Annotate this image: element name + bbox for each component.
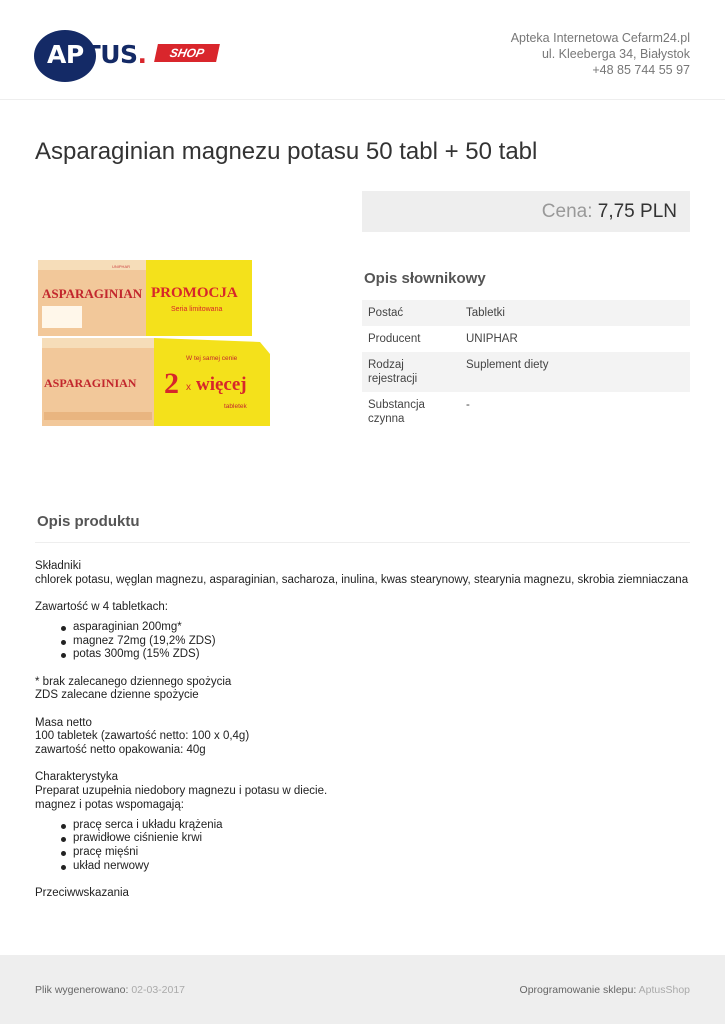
- product-description: [35, 560, 690, 901]
- list-item: asparaginian 200mg*: [61, 621, 690, 635]
- aptus-shop-logo[interactable]: [34, 28, 220, 84]
- ingredients-title: Składniki: [35, 560, 82, 572]
- content-title: Zawartość w 4 tabletkach:: [35, 601, 168, 614]
- store-phone: +48 85 744 55 97: [592, 63, 690, 77]
- store-address: ul. Kleeberga 34, Białystok: [541, 47, 690, 61]
- software-label: Oprogramowanie sklepu:: [519, 984, 637, 996]
- page-header: [0, 0, 725, 100]
- table-row: [362, 352, 690, 392]
- list-item: magnez 72mg (19,2% ZDS): [61, 635, 690, 649]
- dictionary-title: Opis słownikowy: [364, 270, 486, 287]
- tablets-word: tabletek: [224, 403, 247, 410]
- note-zds: ZDS zalecane dzienne spożycie: [35, 689, 199, 702]
- product-image: [36, 256, 272, 432]
- contraindications-title: Przeciwwskazania: [35, 887, 129, 900]
- dict-value: UNIPHAR: [466, 333, 518, 345]
- list-item: potas 300mg (15% ZDS): [61, 648, 690, 662]
- generated-info: [35, 984, 185, 996]
- logo-shop-badge: SHOP: [154, 44, 220, 62]
- ingredients-text: chlorek potasu, węglan magnezu, asparaginian, sacharoza, inulina, kwas stearynowy, stearynia magnezu, skrobia ziemniaczana: [35, 573, 689, 586]
- dict-key: Producent: [368, 333, 421, 345]
- dict-key: Postać: [362, 300, 460, 326]
- content-list: [35, 621, 690, 662]
- generated-date: 02-03-2017: [131, 984, 186, 996]
- more-x: x: [186, 382, 191, 393]
- front-box-name: ASPARAGINIAN: [44, 376, 137, 390]
- more-number: 2: [164, 367, 179, 400]
- promo-series: Seria limitowana: [171, 306, 223, 313]
- page-footer: [0, 955, 725, 1024]
- table-row: [362, 392, 690, 432]
- list-item: pracę mięśni: [61, 846, 690, 860]
- promo-title: PROMOCJA: [151, 285, 238, 301]
- dict-value: Tabletki: [460, 300, 690, 326]
- note-no-rda: * brak zalecanego dziennego spożycia: [35, 675, 232, 688]
- net-mass-line-2: zawartość netto opakowania: 40g: [35, 744, 206, 757]
- characteristics-title: Charakterystyka: [35, 771, 119, 784]
- product-title: Asparaginian magnezu potasu 50 tabl + 50 tabl: [35, 138, 538, 165]
- characteristics-list: [35, 819, 690, 874]
- list-item: układ nerwowy: [61, 860, 690, 874]
- dict-key: Substancja czynna: [368, 399, 425, 425]
- software-info: [520, 984, 690, 996]
- price-value: 7,75 PLN: [597, 201, 677, 222]
- net-mass-line-1: 100 tabletek (zawartość netto: 100 x 0,4g): [35, 730, 250, 743]
- characteristics-line-2: magnez i potas wspomagają:: [35, 798, 184, 811]
- dict-value: Suplement diety: [460, 352, 690, 392]
- generated-label: Plik wygenerowano:: [35, 984, 129, 996]
- list-item: pracę serca i układu krążenia: [61, 819, 690, 833]
- same-price-text: W tej samej cenie: [186, 355, 238, 362]
- store-name: Apteka Internetowa Cefarm24.pl: [510, 31, 690, 45]
- list-item: prawidłowe ciśnienie krwi: [61, 832, 690, 846]
- price-box: [362, 191, 690, 232]
- software-link[interactable]: AptusShop: [638, 984, 690, 996]
- more-word: więcej: [196, 374, 247, 395]
- store-info: [511, 30, 690, 78]
- dict-value: -: [466, 399, 470, 411]
- characteristics-line-1: Preparat uzupełnia niedobory magnezu i potasu w diecie.: [35, 785, 328, 798]
- back-box-name: ASPARAGINIAN: [42, 286, 143, 301]
- logo-wordmark: APTUS.: [47, 40, 147, 69]
- dictionary-table: [362, 300, 690, 432]
- price-label: Cena:: [541, 201, 593, 222]
- dict-key: Rodzaj rejestracji: [362, 352, 460, 392]
- table-row: [362, 300, 690, 326]
- back-box-brand: UNIPHAR: [112, 264, 131, 269]
- description-heading: Opis produktu: [35, 513, 690, 543]
- net-mass-title: Masa netto: [35, 716, 92, 729]
- table-row: [362, 326, 690, 352]
